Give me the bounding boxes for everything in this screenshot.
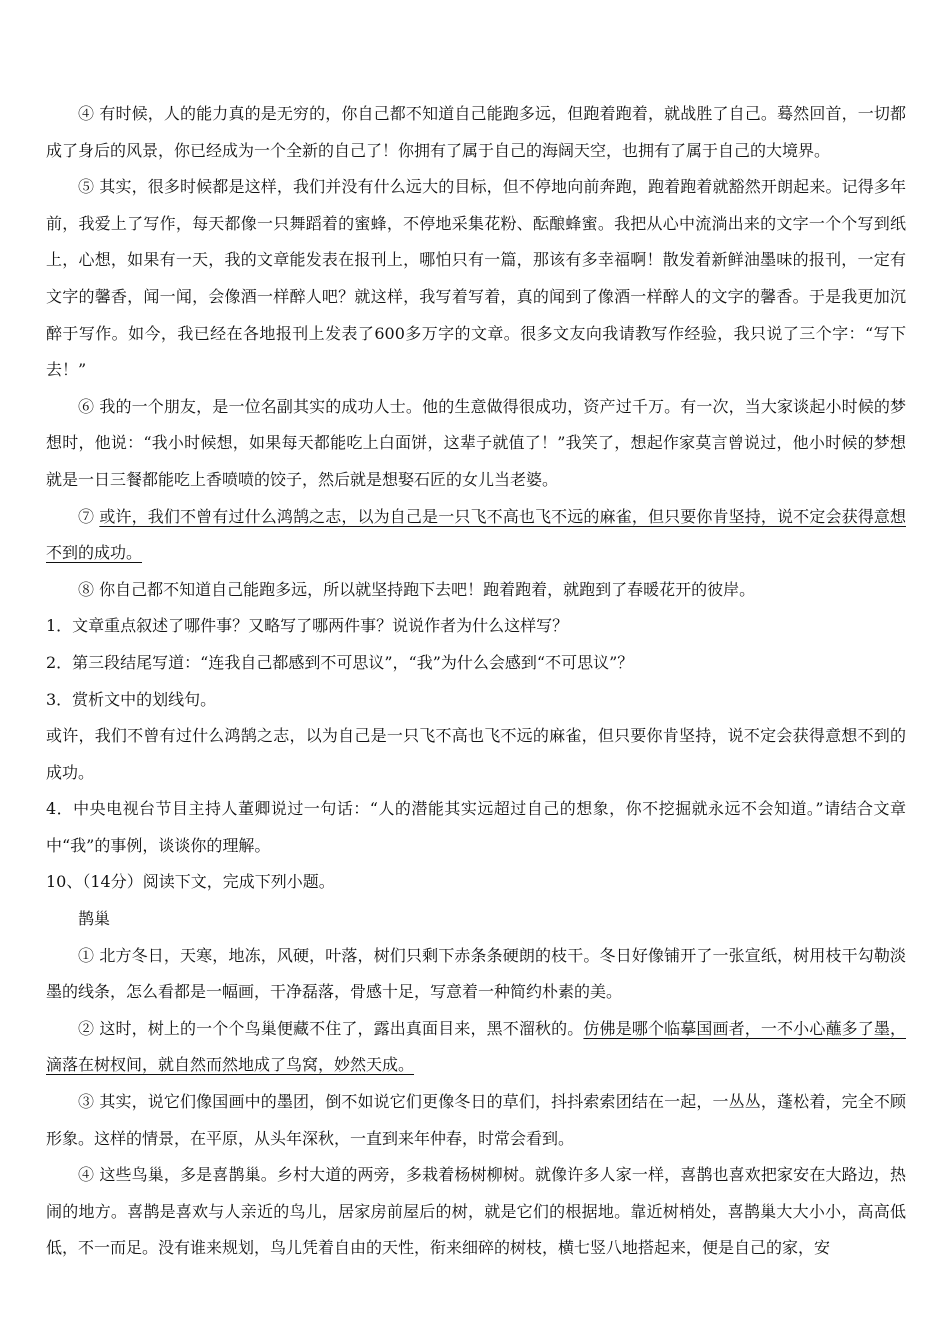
- article-paragraph-4: ④ 有时候，人的能力真的是无穷的，你自己都不知道自己能跑多远，但跑着跑着，就战胜了自己。蓦然回首，一切都成了身后的风景，你已经成为一个全新的自己了！你拥有了属于自己的海阔天空，也拥有了属于自己的大境界。: [46, 104, 906, 160]
- question-4: 4．中央电视台节目主持人董卿说过一句话：“人的潜能其实远超过自己的想象，你不挖掘就永远不会知道。”请结合文章中“我”的事例，谈谈你的理解。: [46, 799, 906, 855]
- article-paragraph-8: ⑧ 你自己都不知道自己能跑多远，所以就坚持跑下去吧！跑着跑着，就跑到了春暖花开的彼岸。: [78, 579, 756, 599]
- article-paragraph-6: ⑥ 我的一个朋友，是一位名副其实的成功人士。他的生意做得很成功，资产过千万。有一次，当大家谈起小时候的梦想时，他说：“我小时候想，如果每天都能吃上白面饼，这辈子就值了！”我笑了，想起作家莫言曾说过，他小时候的梦想就是一日三餐都能吃上香喷喷的饺子，然后就是想娶石匠的女儿当老婆。: [46, 396, 906, 489]
- passage-title: 鹊巢: [78, 909, 111, 929]
- question-2: 2．第三段结尾写道：“连我自己都感到不可思议”，“我”为什么会感到“不可思议”？: [46, 652, 634, 672]
- passage-paragraph-2-text: ② 这时，树上的一个个鸟巢便藏不住了，露出真面目来，黑不溜秋的。: [78, 1018, 584, 1038]
- underlined-sentence: 仿佛是哪个临摹国画者，一不小心蘸多了墨，滴落在树杈间，就自然而然地成了鸟窝，妙然天成。: [46, 1018, 906, 1075]
- question-3-quote: 或许，我们不曾有过什么鸿鹄之志，以为自己是一只飞不高也飞不远的麻雀，但只要你肯坚持，说不定会获得意想不到的成功。: [46, 726, 906, 782]
- underlined-sentence: 或许，我们不曾有过什么鸿鹄之志，以为自己是一只飞不高也飞不远的麻雀，但只要你肯坚持，说不定会获得意想不到的成功。: [46, 506, 906, 563]
- document-page: [46, 96, 906, 1267]
- article-paragraph-7: [46, 499, 906, 572]
- article-paragraph-5: ⑤ 其实，很多时候都是这样，我们并没有什么远大的目标，但不停地向前奔跑，跑着跑着就豁然开朗起来。记得多年前，我爱上了写作，每天都像一只舞蹈着的蜜蜂，不停地采集花粉、酝酿蜂蜜。我把从心中流淌出来的文字一个个写到纸上，心想，如果有一天，我的文章能发表在报刊上，哪怕只有一篇，那该有多幸福啊！散发着新鲜油墨味的报刊，一定有文字的馨香，闻一闻，会像酒一样醉人吧？就这样，我写着写着，真的闻到了像酒一样醉人的文字的馨香。于是我更加沉醉于写作。如今，我已经在各地报刊上发表了600多万字的文章。很多文友向我请教写作经验，我只说了三个字：“写下去！”: [46, 177, 906, 380]
- question-1: 1．文章重点叙述了哪件事？又略写了哪两件事？说说作者为什么这样写？: [46, 616, 569, 636]
- passage-paragraph-3: ③ 其实，说它们像国画中的墨团，倒不如说它们更像冬日的草们，抖抖索索团结在一起，一丛丛，蓬松着，完全不顾形象。这样的情景，在平原，从头年深秋，一直到来年仲春，时常会看到。: [46, 1092, 906, 1148]
- passage-paragraph-4: ④ 这些鸟巢，多是喜鹊巢。乡村大道的两旁，多栽着杨树柳树。就像许多人家一样，喜鹊也喜欢把家安在大路边，热闹的地方。喜鹊是喜欢与人亲近的鸟儿，居家房前屋后的树，就是它们的根据地。靠近树梢处，喜鹊巢大大小小，高高低低，不一而足。没有谁来规划，鸟儿凭着自由的天性，衔来细碎的树枝，横七竖八地搭起来，便是自己的家，安: [46, 1165, 906, 1258]
- question-3: 3．赏析文中的划线句。: [46, 689, 217, 709]
- section-10-heading: 10、（14分）阅读下文，完成下列小题。: [46, 872, 335, 892]
- passage-paragraph-1: ① 北方冬日，天寒，地冻，风硬，叶落，树们只剩下赤条条硬朗的枝干。冬日好像铺开了一张宣纸，树用枝干勾勒淡墨的线条，怎么看都是一幅画，干净磊落，骨感十足，写意着一种简约朴素的美。: [46, 945, 906, 1002]
- passage-paragraph-2: [46, 1011, 906, 1084]
- paragraph-number: ⑦: [78, 506, 100, 526]
